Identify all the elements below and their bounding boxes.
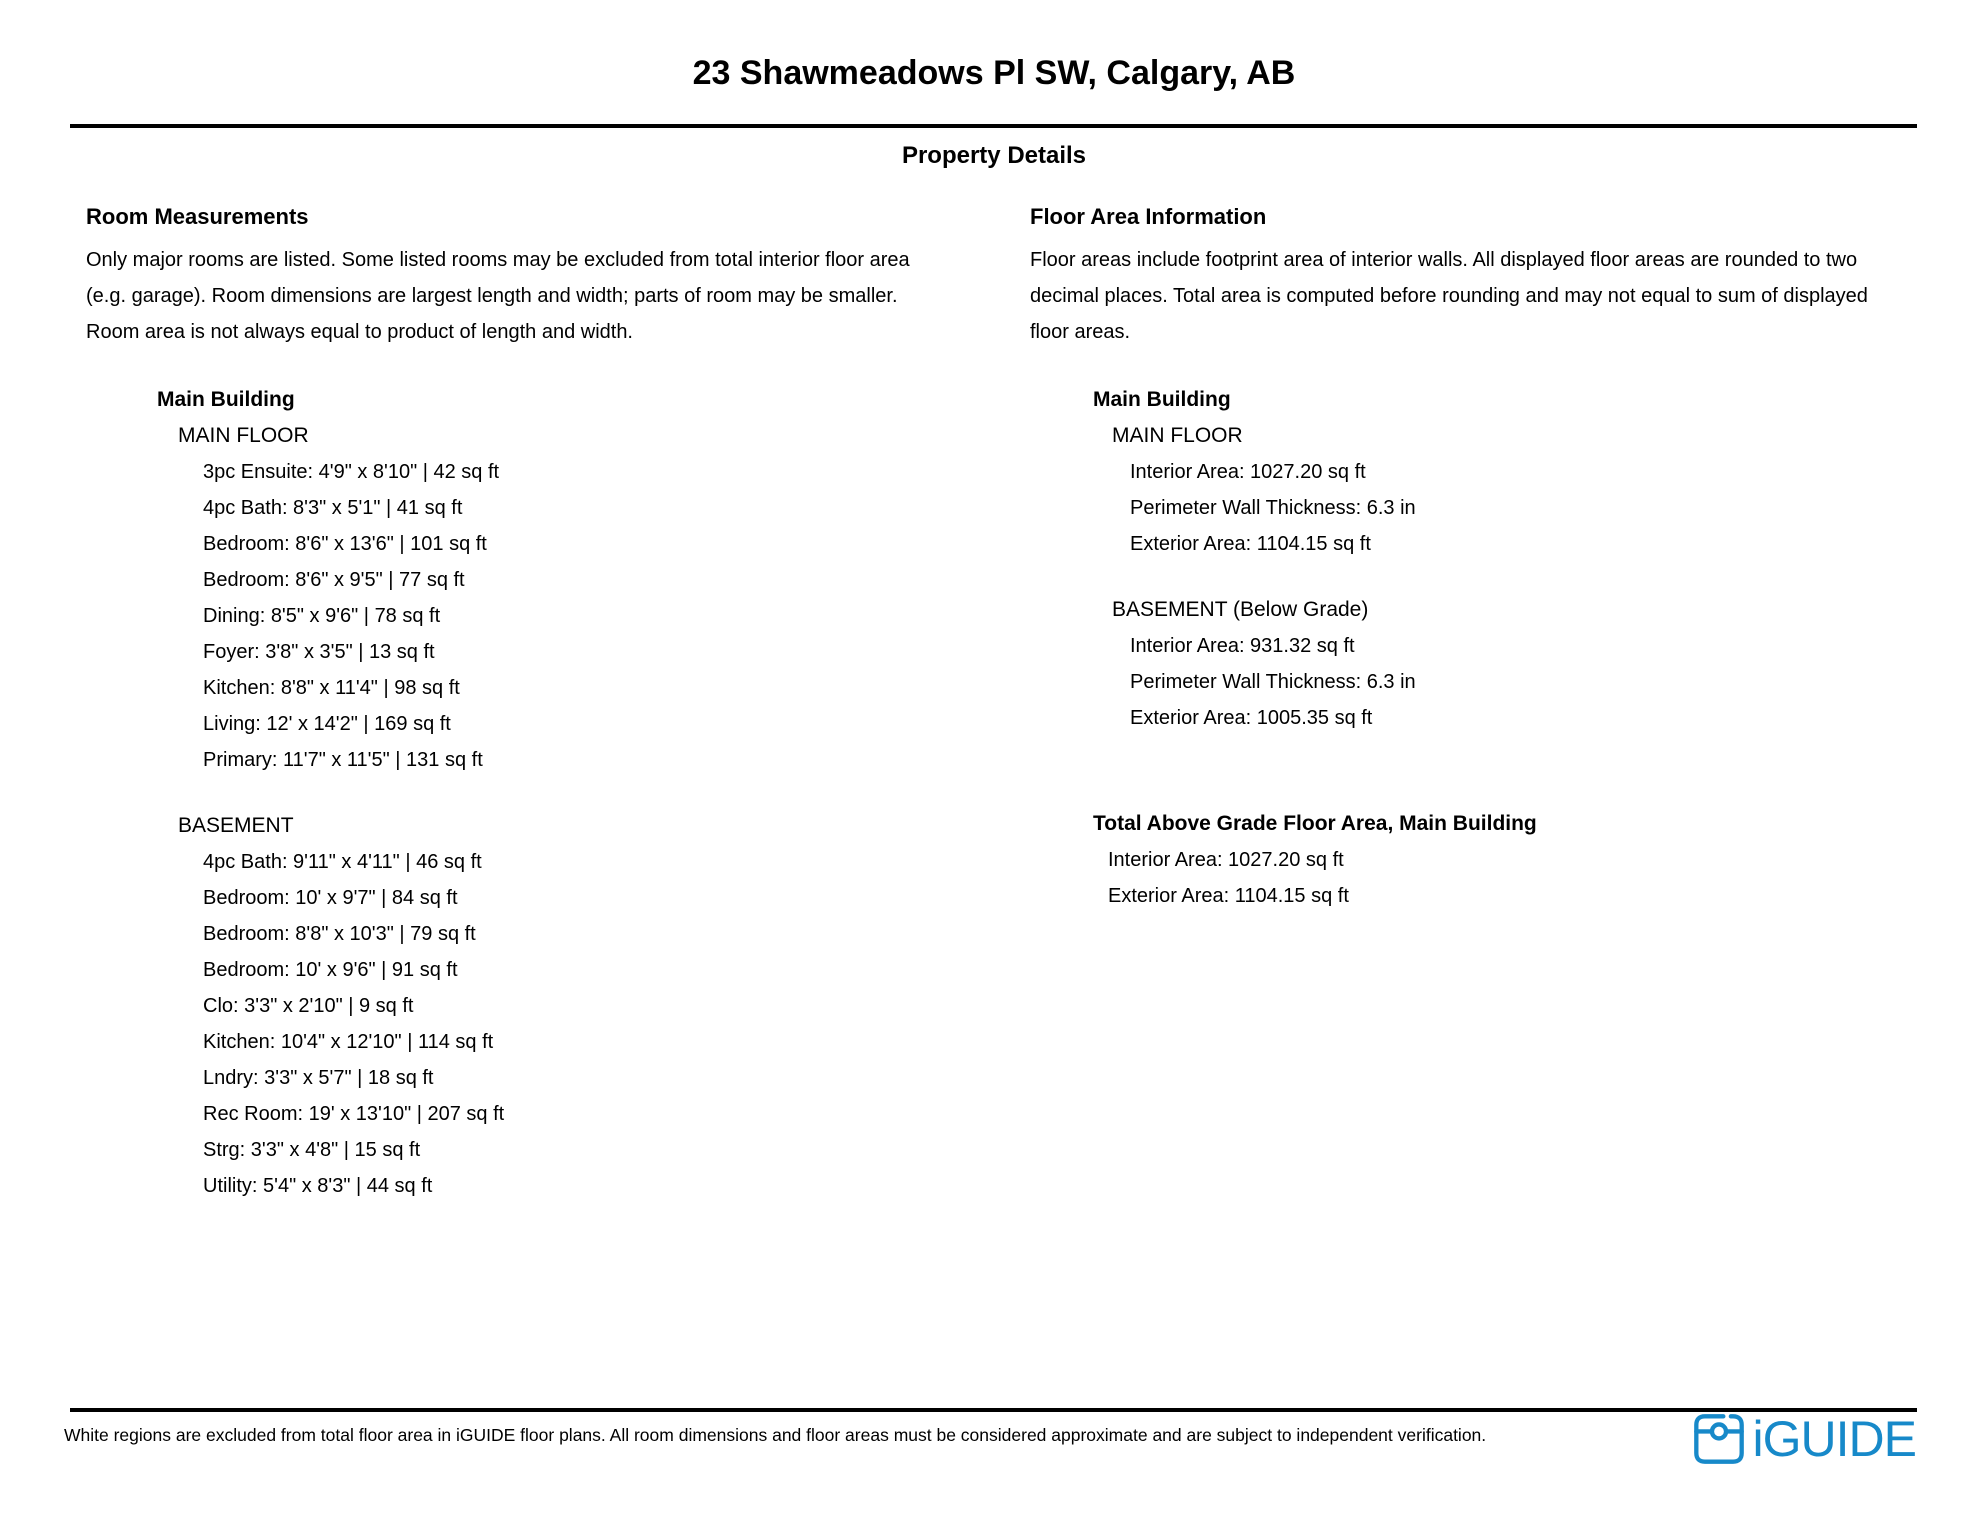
floor-name: BASEMENT (Below Grade) [1112, 598, 1369, 621]
area-stat-item: Interior Area: 1027.20 sq ft [1130, 461, 1366, 483]
footer-disclaimer: White regions are excluded from total floor area in iGUIDE floor plans. All room dimensions and floor areas must be considered approximate and are subject to independent verification. [64, 1425, 1487, 1445]
area-stat-item: Perimeter Wall Thickness: 6.3 in [1130, 497, 1416, 519]
floor-name: MAIN FLOOR [178, 424, 309, 447]
iguide-camera-icon [1692, 1412, 1746, 1466]
iguide-logo [1692, 1412, 1916, 1466]
floor-area-description [1030, 242, 1868, 350]
room-measurement-item: 4pc Bath: 8'3" x 5'1" | 41 sq ft [203, 497, 463, 519]
total-above-grade-heading: Total Above Grade Floor Area, Main Building [1093, 812, 1537, 835]
floor-area-main-floor [1030, 418, 1868, 562]
area-stat-item: Perimeter Wall Thickness: 6.3 in [1130, 671, 1416, 693]
page-title: 23 Shawmeadows Pl SW, Calgary, AB [692, 54, 1296, 92]
room-measurements-description [86, 242, 910, 350]
room-measurement-item: Living: 12' x 14'2" | 169 sq ft [203, 713, 451, 735]
floor-basement [86, 808, 910, 1204]
description-line: Floor areas include footprint area of interior walls. All displayed floor areas are rounded to two [1030, 249, 1858, 271]
description-line: Only major rooms are listed. Some listed rooms may be excluded from total interior floor area [86, 249, 910, 271]
building-name: Main Building [157, 388, 295, 411]
room-measurement-item: Kitchen: 8'8" x 11'4" | 98 sq ft [203, 677, 460, 699]
room-measurement-item: 3pc Ensuite: 4'9" x 8'10" | 42 sq ft [203, 461, 500, 483]
room-measurement-item: Lndry: 3'3" x 5'7" | 18 sq ft [203, 1067, 434, 1089]
header-divider [70, 124, 1917, 128]
room-measurement-item: Bedroom: 10' x 9'6" | 91 sq ft [203, 959, 458, 981]
floor-area-building [1030, 382, 1868, 736]
room-measurements-section [86, 204, 910, 1204]
room-measurements-building [86, 382, 910, 1204]
main-floor-room-list [86, 454, 910, 778]
room-measurement-item: Primary: 11'7" x 11'5" | 131 sq ft [203, 749, 483, 771]
room-measurement-item: 4pc Bath: 9'11" x 4'11" | 46 sq ft [203, 851, 482, 873]
description-line: decimal places. Total area is computed before rounding and may not equal to sum of displayed [1030, 285, 1868, 307]
floor-name: MAIN FLOOR [1112, 424, 1243, 447]
area-stat-item: Exterior Area: 1104.15 sq ft [1130, 533, 1371, 555]
building-name: Main Building [1093, 388, 1231, 411]
area-stat-item: Exterior Area: 1104.15 sq ft [1108, 885, 1349, 907]
room-measurement-item: Kitchen: 10'4" x 12'10" | 114 sq ft [203, 1031, 494, 1053]
floor-area-section [1030, 204, 1868, 914]
room-measurement-item: Bedroom: 8'8" x 10'3" | 79 sq ft [203, 923, 476, 945]
area-stat-item: Interior Area: 931.32 sq ft [1130, 635, 1355, 657]
room-measurement-item: Rec Room: 19' x 13'10" | 207 sq ft [203, 1103, 505, 1125]
room-measurement-item: Bedroom: 8'6" x 13'6" | 101 sq ft [203, 533, 487, 555]
floor-main-floor [86, 418, 910, 778]
room-measurements-heading: Room Measurements [86, 204, 309, 229]
description-line: Room area is not always equal to product of length and width. [86, 321, 633, 343]
room-measurement-item: Dining: 8'5" x 9'6" | 78 sq ft [203, 605, 441, 627]
main-floor-area-stats [1030, 454, 1868, 562]
room-measurement-item: Bedroom: 10' x 9'7" | 84 sq ft [203, 887, 458, 909]
floor-area-heading: Floor Area Information [1030, 204, 1267, 229]
floor-name: BASEMENT [178, 814, 294, 837]
total-above-grade-block [1030, 806, 1868, 914]
room-measurement-item: Bedroom: 8'6" x 9'5" | 77 sq ft [203, 569, 465, 591]
description-line: (e.g. garage). Room dimensions are largest length and width; parts of room may be smaller. [86, 285, 898, 307]
room-measurement-item: Utility: 5'4" x 8'3" | 44 sq ft [203, 1175, 433, 1197]
room-measurement-item: Foyer: 3'8" x 3'5" | 13 sq ft [203, 641, 435, 663]
room-measurement-item: Clo: 3'3" x 2'10" | 9 sq ft [203, 995, 414, 1017]
room-measurement-item: Strg: 3'3" x 4'8" | 15 sq ft [203, 1139, 421, 1161]
floor-area-basement [1030, 592, 1868, 736]
total-area-stats [1030, 842, 1868, 914]
area-stat-item: Exterior Area: 1005.35 sq ft [1130, 707, 1373, 729]
basement-room-list [86, 844, 910, 1204]
basement-area-stats [1030, 628, 1868, 736]
iguide-logo-text: iGUIDE [1752, 1411, 1916, 1467]
page-subtitle: Property Details [901, 142, 1087, 169]
footer-divider [70, 1408, 1917, 1412]
area-stat-item: Interior Area: 1027.20 sq ft [1108, 849, 1344, 871]
description-line: floor areas. [1030, 321, 1131, 343]
